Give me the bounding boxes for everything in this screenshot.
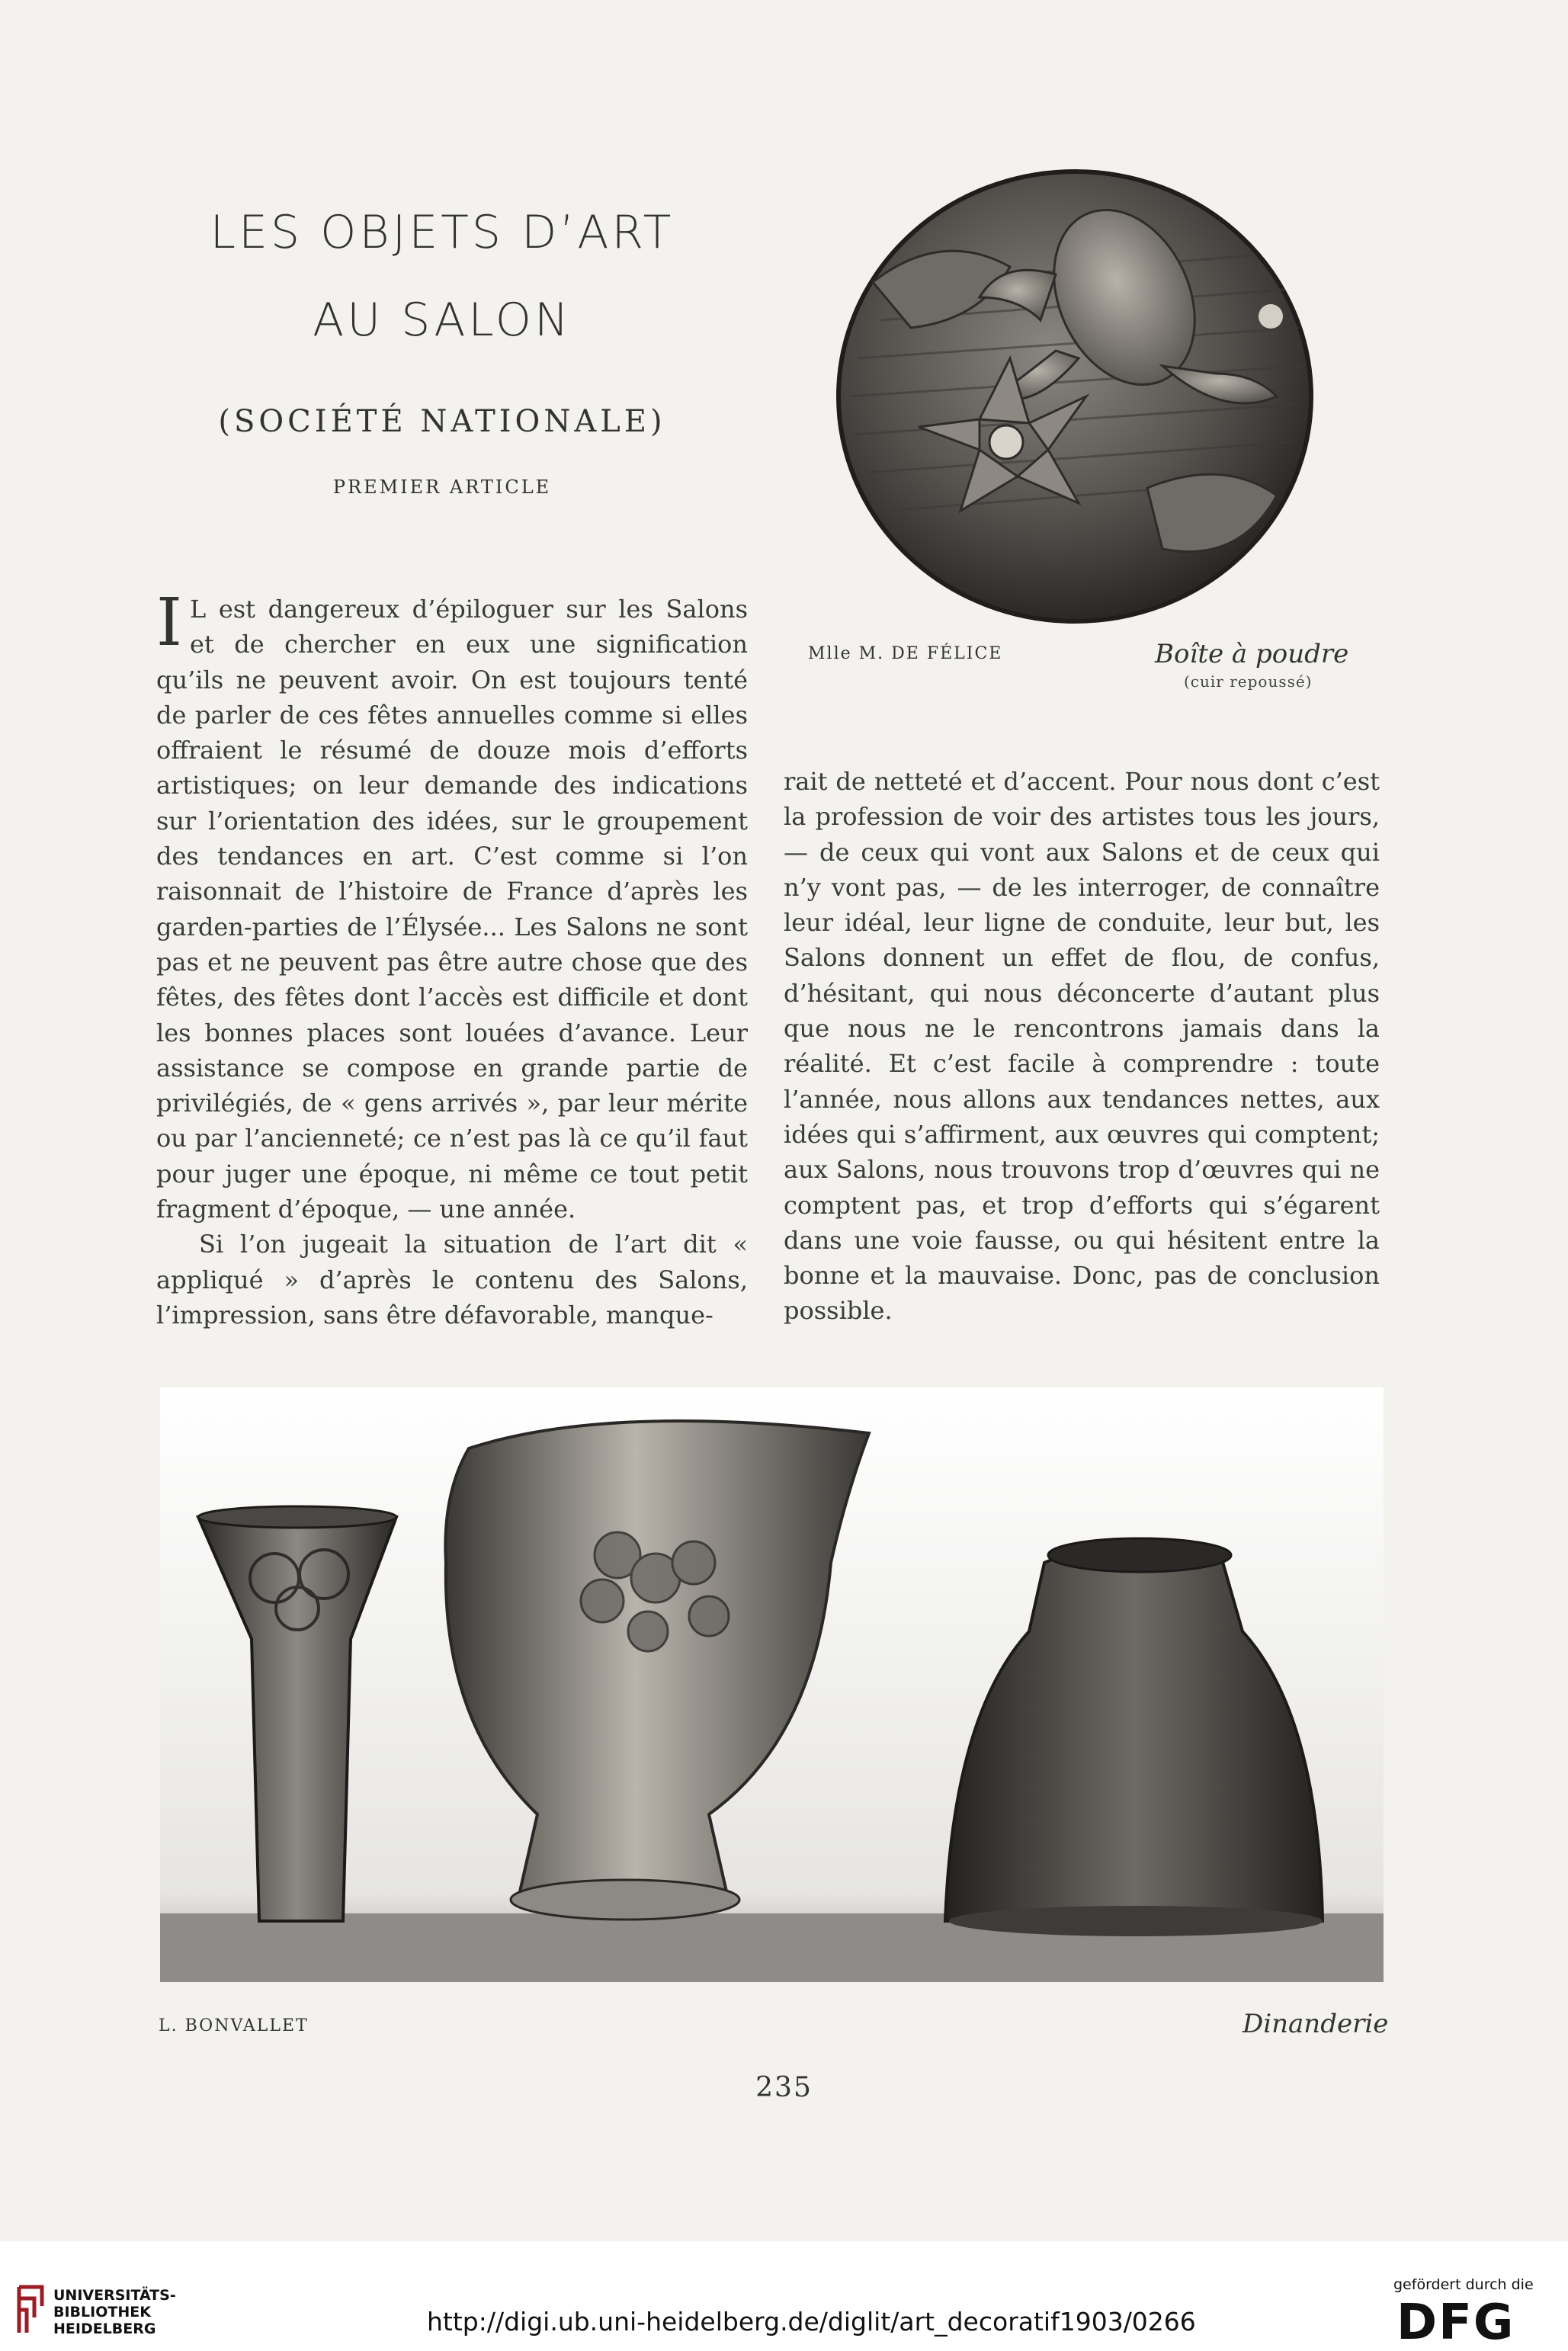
dinanderie-title: Dinanderie <box>1243 2009 1389 2039</box>
powder-box-title: Boîte à poudre <box>1155 639 1349 669</box>
article-title-line1: LES OBJETS D’ART <box>210 206 675 259</box>
library-name-line1: UNIVERSITÄTS- <box>53 2287 176 2304</box>
article-paragraph-2: Si l’on jugeait la situation de l’art dit « appliqué » d’après le contenu des Salons, l’impression, sans être défavorable, manque- <box>156 1230 748 1329</box>
powder-box-material: (cuir repoussé) <box>1184 672 1313 691</box>
library-name-line2: BIBLIOTHEK <box>53 2304 151 2321</box>
paragraph-1-text: L est dangereux d’épiloguer sur les Salons et de chercher en eux une signification qu’ils ne peuvent avoir. On est toujours tenté de parler de ces fêtes annuelles comme si elles offraient le résumé de douze mois d’efforts artistiques; on leur demande des indications sur l’orientation des idées, sur le groupement des tendances en art. C’est comme si l’on raisonnait de l’histoire de France d’après les garden-parties de l’Élysée... Les Salons ne sont pas et ne peuvent pas être autre chose que des fêtes, des fêtes dont l’accès est difficile et dont les bonnes places sont louées d’avance. Leur assistance se compose en grande partie de privilégiés, de « gens arrivés », par leur mérite ou par l’ancienneté; ce n’est pas là ce qu’il faut pour juger une époque, ni même ce tout petit fragment d’époque, — une année. <box>156 595 748 1224</box>
article-subtitle: (SOCIÉTÉ NATIONALE) <box>218 404 666 439</box>
funder-logo: DFG <box>1396 2295 1515 2351</box>
article-kicker: PREMIER ARTICLE <box>332 476 552 498</box>
dinanderie-artist: L. BONVALLET <box>159 2016 309 2035</box>
article-title-line2: AU SALON <box>313 293 572 347</box>
page-number: 235 <box>755 2072 813 2103</box>
library-logo-icon <box>15 2283 49 2337</box>
drop-cap: I <box>156 585 182 661</box>
library-name-line3: HEIDELBERG <box>53 2321 156 2337</box>
article-column-left <box>156 585 748 1333</box>
dinanderie-vases-image <box>160 1387 1384 1982</box>
funder-label: gefördert durch die <box>1393 2276 1534 2293</box>
source-url-link[interactable]: http://digi.ub.uni-heidelberg.de/diglit/art_decoratif1903/0266 <box>427 2307 1196 2337</box>
article-paragraph-1 <box>156 585 748 1227</box>
powder-box-image <box>827 168 1323 625</box>
article-paragraph-2-continued: rait de netteté et d’accent. Pour nous dont c’est la profession de voir des artistes tous les jours, — de ceux qui vont aux Salons et de ceux qui n’y vont pas, — de les interroger, de connaître leur idéal, leur ligne de conduite, leur but, les Salons donnent un effet de flou, de confus, d’hésitant, qui nous déconcerte d’autant plus que nous ne le rencontrons jamais dans la réalité. Et c’est facile à comprendre : toute l’année, nous allons aux tendances nettes, aux idées qui s’affirment, aux œuvres qui comptent; aux Salons, nous trouvons trop d’œuvres qui ne comptent pas, et trop d’efforts qui s’égarent dans une voie fausse, ou qui hésitent entre la bonne et la mauvaise. Donc, pas de conclusion possible. <box>784 767 1380 1326</box>
library-name <box>53 2287 176 2337</box>
powder-box-artist: Mlle M. DE FÉLICE <box>808 644 1003 663</box>
article-column-right <box>784 764 1380 1329</box>
